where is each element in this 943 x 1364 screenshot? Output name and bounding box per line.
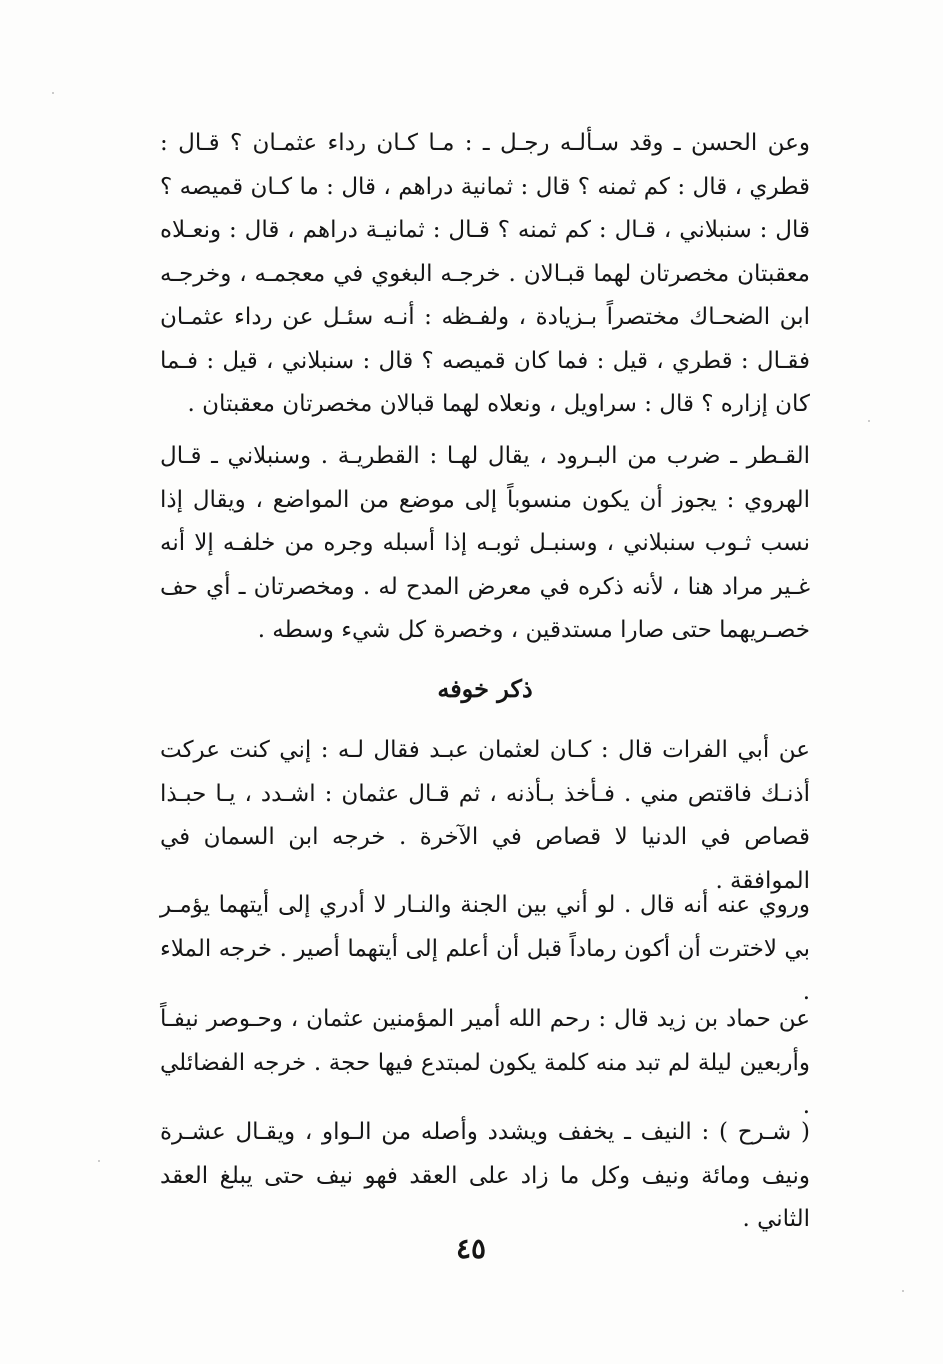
paper-speck: [868, 420, 870, 422]
paragraph-paradise-fire: وروي عنه أنه قال . لو أني بين الجنة والنـار لا أدري إلى أيتهما يؤمـر بي لاخترت أن أكون رماداً قبل أن أعلم إلى أيتهما أصير . خرجه الملاء .: [160, 892, 810, 1005]
paragraph-abi-al-furat: عن أبي الفرات قال : كـان لعثمان عبـد فقال لـه : إني كنت عركت أذنـك فاقتص مني . فـأخذ بـأذنه ، ثم قـال عثمان : اشـدد ، يـا حبـذا قصاص في الدنيا لا قصاص في الآخرة . خرجه ابن السمان في الموافقة .: [160, 737, 810, 894]
paper-speck: [52, 92, 54, 94]
paragraph-sharh-nayf: ( شـرح ) : النيف ـ يخفف ويشدد وأصله من الـواو ، ويقـال عشـرة ونيف ومائة ونيف وكل ما زاد على العقد فهو نيف حتى يبلغ العقد الثاني .: [160, 1119, 810, 1232]
paragraph-hammad-bin-zaid: عن حماد بن زيد قال : رحم الله أمير المؤمنين عثمان ، وحـوصر نيفـاً وأربعين ليلة لم تبد منه كلمة يكون لمبتدع فيها حجة . خرجه الفضائلي .: [160, 1006, 810, 1119]
section-heading: ذكر خوفه: [437, 674, 533, 703]
paragraph-qatar-explanation: القـطر ـ ضرب من البـرود ، يقال لهـا : القطريـة . وسنبلاني ـ قـال الهروي : يجوز أن يكون منسوباً إلى موضع من المواضع ، ويقال إذا نسب ثـوب سنبلاني ، وسنبـل ثوبـه إذا أسبله وجره من خلفـه إلا أنه غـير مراد هنا ، لأنه ذكره في معرض المدح له . ومخصرتان ـ أي حف خصـريهما حتى صارا مستدقين ، وخصرة كل شيء وسطه .: [160, 443, 810, 643]
paper-speck: [98, 1160, 100, 1162]
page-number: ٤٥: [455, 1232, 487, 1265]
paragraph-hasan-narration: وعن الحسن ـ وقد سـألـه رجـل ـ : مـا كـان رداء عثمـان ؟ قـال : قطري ، قال : كم ثمنه ؟ قال : ثمانية دراهم ، قال : ما كـان قميصه ؟ قال : سنبلاني ، قـال : كم ثمنه ؟ قـال : ثمانيـة دراهم ، قال : ونعـلاه معقبتان مخصرتان لهما قبـالان . خرجـه البغوي في معجمـه ، وخرجـه ابن الضحـاك مختصراً بـزيادة ، ولفـظه : أنـه سئـل عن رداء عثمـان فقـال : قطري ، قيل : فما كان قميصه ؟ قال : سنبلاني ، قيل : فـما كان إزاره ؟ قال : سراويل ، ونعلاه لهما قبالان مخصرتان معقبتان .: [160, 130, 810, 417]
paper-speck: [902, 1290, 904, 1292]
